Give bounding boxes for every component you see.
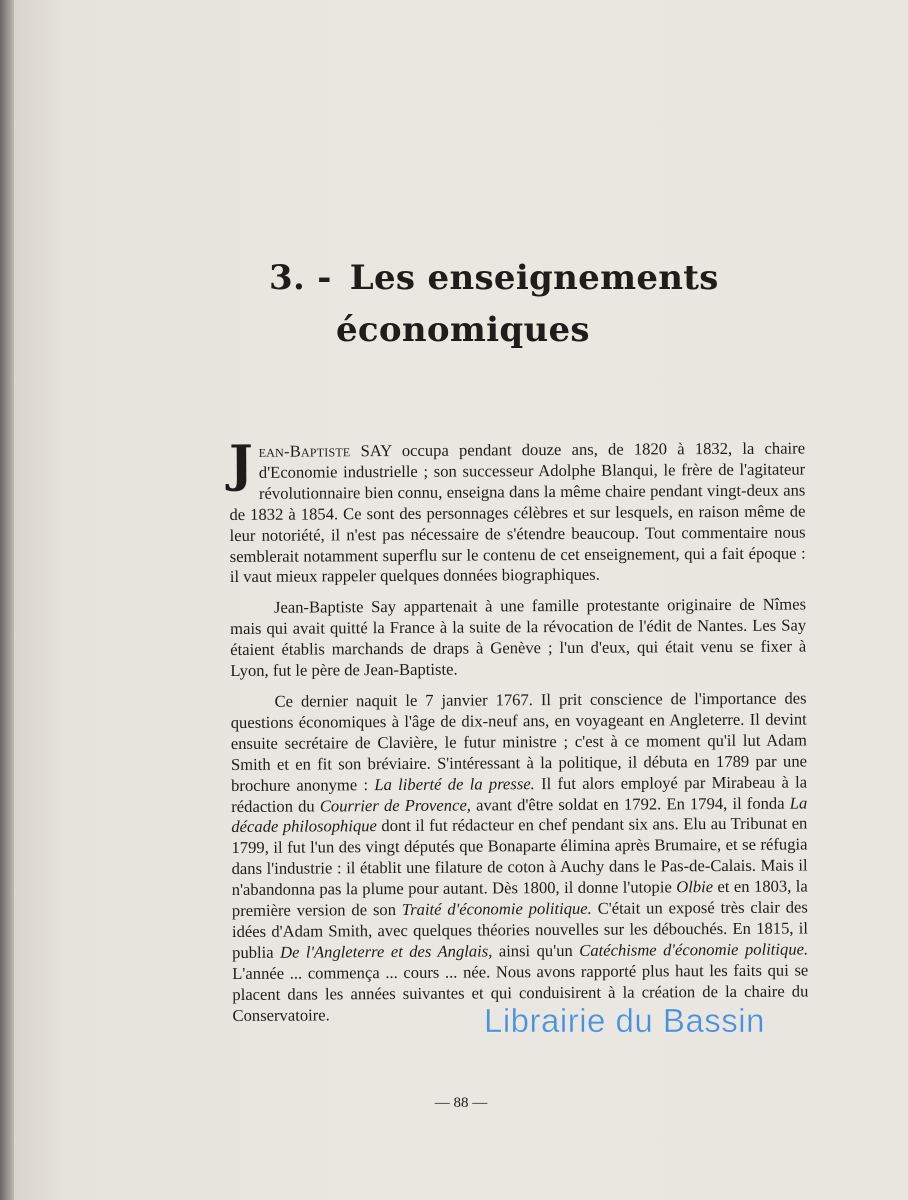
paragraph-3-text-f: C'était un exposé très clair des idées d'Adam Smith, avec quelques théories nouvelles sur les débouchés. En 1815, il publia <box>231 897 809 962</box>
paragraph-3-text-c: avant d'être soldat en 1792. En 1794, il fonda <box>470 793 790 815</box>
paragraph-1-text: occupa pendant douze ans, de 1820 à 1832, la chaire d'Economie industrielle ; son successeur Adolphe Blanqui, le frère de l'agitateur révolutionnaire bien connu, enseigna dans la même chaire pendant vingt-deux ans de 1832 à 1854. Ce sont des personnages célèbres et sur lesquels, en raison même de leur notoriété, il n'est pas nécessaire de s'étendre beaucoup. Tout commentaire nous semblerait notamment superflu sur le contenu de cet enseignement, qui a fait époque : il vaut mieux rappeler quelques données biographiques. <box>229 438 806 587</box>
paragraph-1 <box>228 433 806 588</box>
title-olbie: Olbie <box>676 877 714 897</box>
title-catechisme: Catéchisme d'économie politique. <box>579 939 809 960</box>
author-name-rest: SAY <box>350 441 392 461</box>
page-number: — 88 — <box>434 1095 488 1111</box>
drop-cap: J <box>228 433 253 493</box>
title-angleterre-anglais: De l'Angleterre et des Anglais, <box>279 941 493 962</box>
title-decade-philosophique: La décade philosophique <box>231 792 808 837</box>
paragraph-3-text-g: ainsi qu'un <box>492 940 580 961</box>
title-courrier-provence: Courrier de Provence, <box>319 795 471 815</box>
chapter-title-line2: économiques <box>336 310 590 350</box>
paragraph-2: Jean-Baptiste Say appartenait à une famille protestante originaire de Nîmes mais qui avait quitté la France à la suite de la révocation de l'édit de Nantes. Les Say étaient établis marchands de draps à Genève ; l'un d'eux, qui était venu se fixer à Lyon, fut le père de Jean-Baptiste. <box>230 594 807 681</box>
body-text <box>228 433 809 1036</box>
author-name-smallcaps: ean-Baptiste <box>258 441 351 461</box>
chapter-number: 3. - <box>269 258 332 298</box>
paragraph-3-text-e: et en 1803, la première version de son <box>231 876 808 921</box>
chapter-title <box>269 252 719 356</box>
paragraph-3-text-d: dont il fut rédacteur en chef pendant six ans. Elu au Tribunat en 1799, il fut l'un des vingt députés que Bonaparte élimina après Brumaire, et se réfugia dans l'industrie : il établit une filature de coton à Auchy dans le Pas-de-Calais. Mais il n'abandonna pas la plume pour autant. Dès 1800, il donne l'utopie <box>231 813 808 900</box>
chapter-title-line1: Les enseignements <box>349 258 719 298</box>
paragraph-3-text-b: Il fut alors employé par Mirabeau à la rédaction du <box>231 772 808 816</box>
paragraph-3-text-h: L'année ... commença ... cours ... née. Nous avons rapporté plus haut les faits qui se placent dans les années suivantes et qui conduisirent à la création de la chaire du Conservatoire. <box>232 960 809 1025</box>
paragraph-3 <box>231 688 809 1026</box>
title-traite-economie: Traité d'économie politique. <box>401 898 592 919</box>
watermark-logo: Librairie du Bassin <box>484 1002 765 1039</box>
paragraph-3-text-a: Ce dernier naquit le 7 janvier 1767. Il prit conscience de l'importance des questions économiques à l'âge de dix-neuf ans, en voyageant en Angleterre. Il devint ensuite secrétaire de Clavière, le futur ministre ; c'est à ce moment qu'il lut Adam Smith et en fit son bréviaire. S'intéressant à la politique, il débuta en 1789 par une brochure anonyme : <box>230 688 808 795</box>
title-liberte-presse: La liberté de la presse. <box>374 773 535 794</box>
book-page <box>14 0 908 1200</box>
